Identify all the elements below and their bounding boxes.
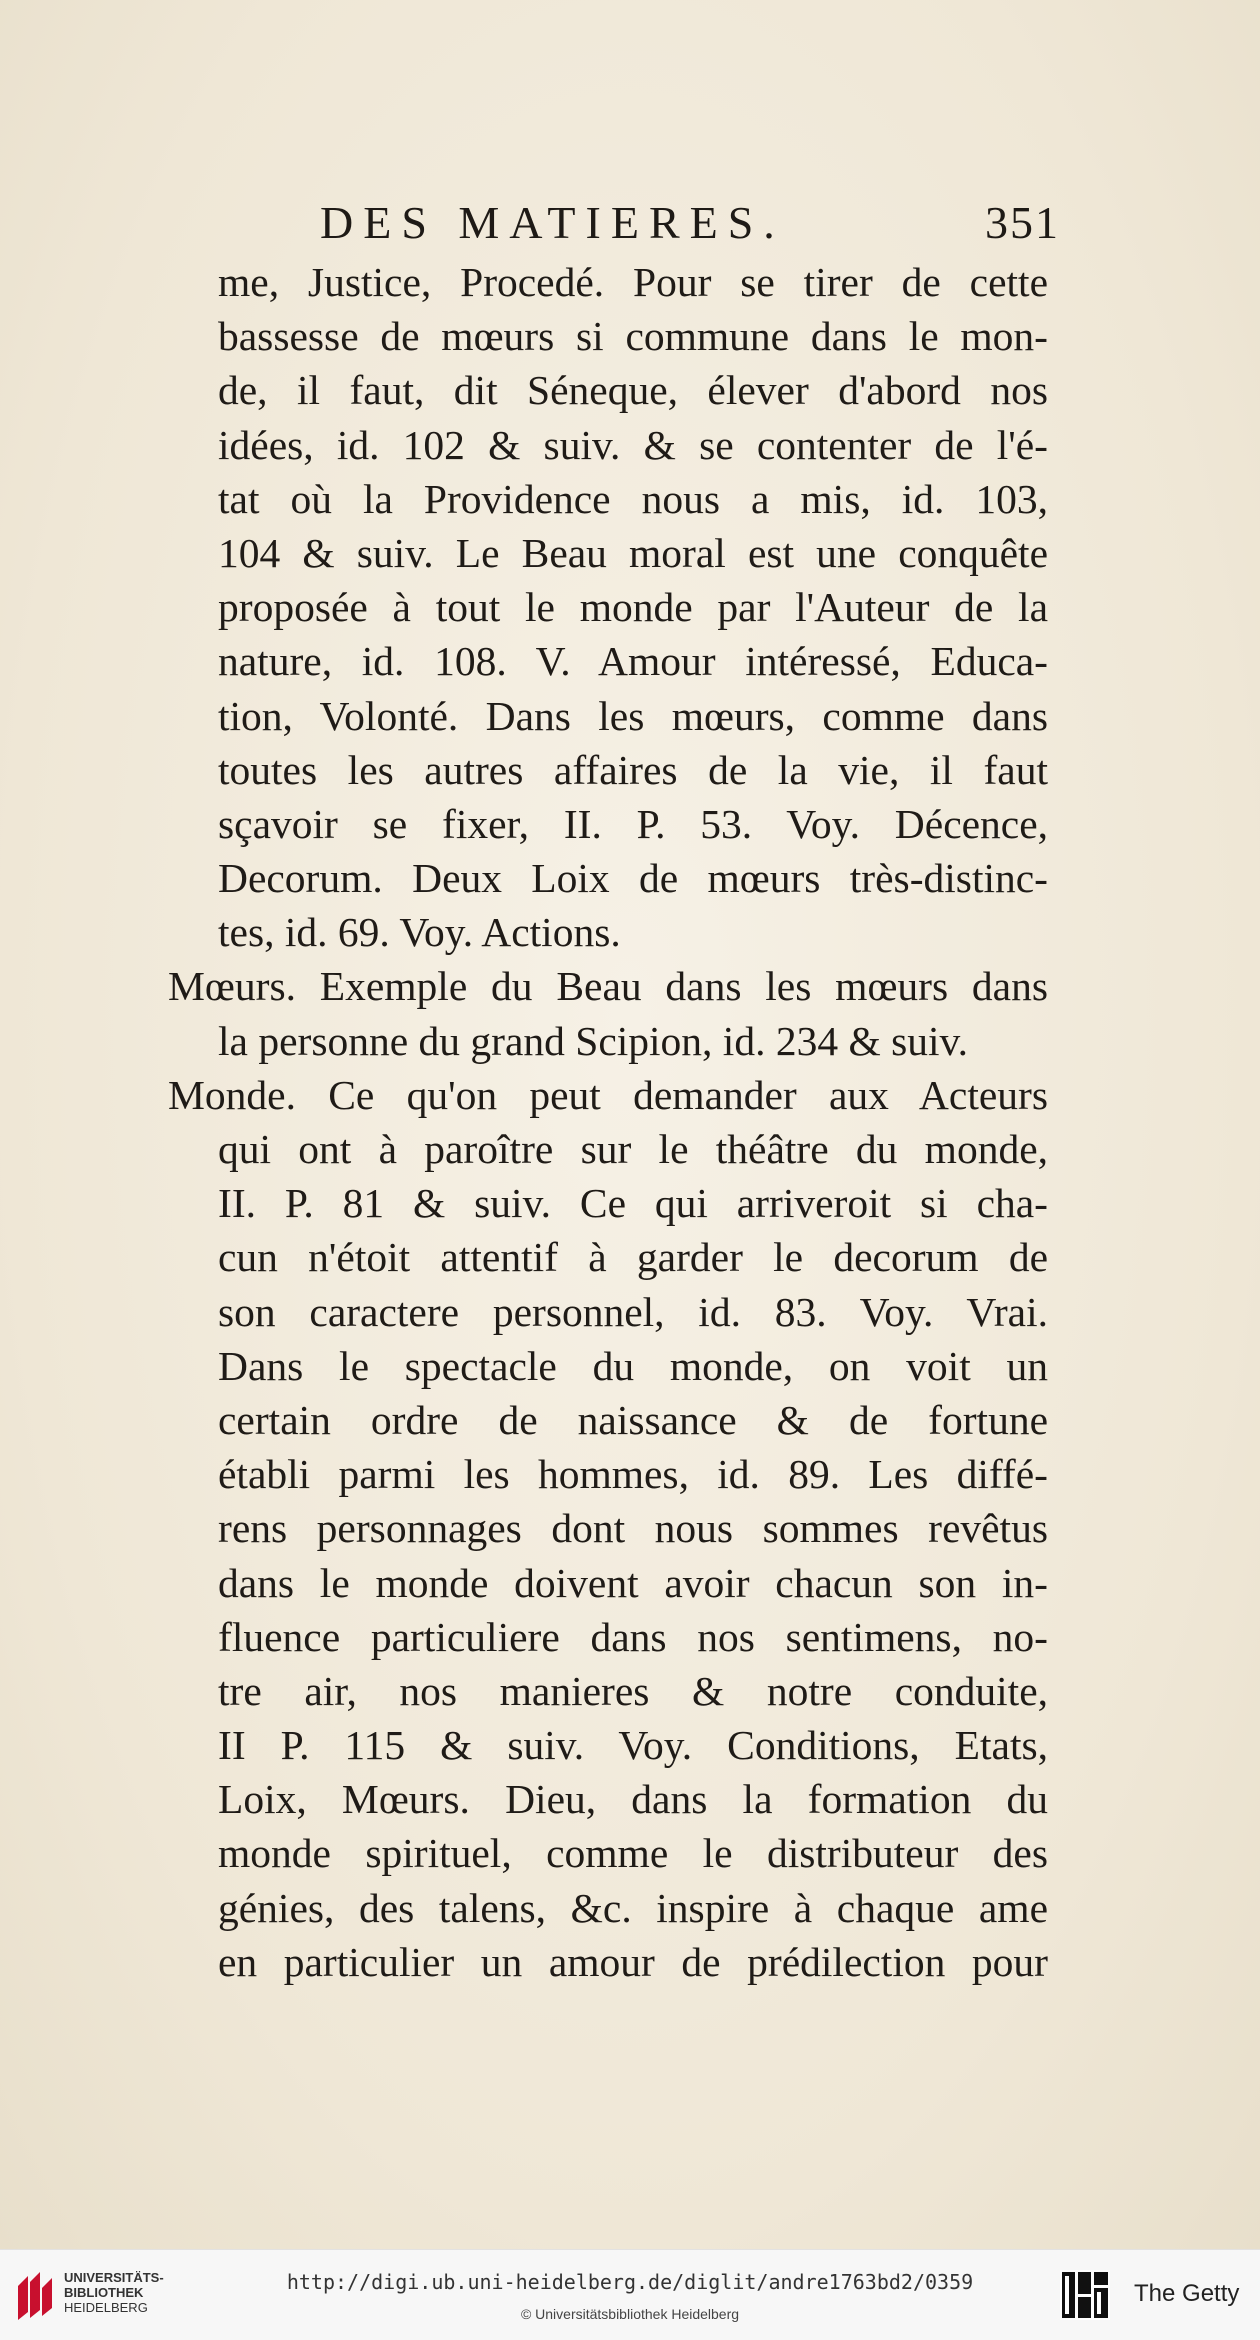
text-line: bassesse de mœurs si commune dans le mon-	[218, 313, 1048, 360]
text-line: tat où la Providence nous a mis, id. 103,	[218, 475, 1048, 522]
source-url-link[interactable]: http://digi.ub.uni-heidelberg.de/diglit/andre1763bd2/0359	[286, 2270, 974, 2294]
text-line: cun n'étoit attentif à garder le decorum de	[218, 1234, 1048, 1281]
text-line: Loix, Mœurs. Dieu, dans la formation du	[218, 1776, 1048, 1823]
text-line: qui ont à paroître sur le théâtre du monde,	[218, 1126, 1048, 1172]
index-entry-start: Monde. Ce qu'on peut demander aux Acteurs	[168, 1071, 1048, 1118]
page-number: 351	[985, 197, 1060, 248]
text-line: génies, des talens, &c. inspire à chaque ame	[218, 1884, 1048, 1931]
viewer-footer	[0, 2249, 1260, 2340]
text-line: fluence particuliere dans nos sentimens, no-	[218, 1613, 1048, 1660]
text-line: la personne du grand Scipion, id. 234 & suiv.	[218, 1017, 968, 1064]
text-line: de, il faut, dit Séneque, élever d'abord nos	[218, 367, 1048, 414]
text-line: rens personnages dont nous sommes revêtus	[218, 1505, 1048, 1552]
text-line: sçavoir se fixer, II. P. 53. Voy. Décence,	[218, 800, 1048, 847]
index-entry-start: Mœurs. Exemple du Beau dans les mœurs dans	[168, 963, 1048, 1010]
getty-logo-icon	[1058, 2268, 1112, 2322]
text-line: dans le monde doivent avoir chacun son in-	[218, 1559, 1048, 1606]
text-line: son caractere personnel, id. 83. Voy. Vrai.	[218, 1288, 1048, 1335]
text-line: 104 & suiv. Le Beau moral est une conquête	[218, 529, 1048, 576]
text-line: tre air, nos manieres & notre conduite,	[218, 1667, 1048, 1714]
text-line: II P. 115 & suiv. Voy. Conditions, Etats,	[218, 1722, 1048, 1769]
copyright-notice: © Universitätsbibliothek Heidelberg	[520, 2306, 740, 2322]
text-line: certain ordre de naissance & de fortune	[218, 1396, 1048, 1443]
running-title: DES MATIERES.	[320, 197, 785, 248]
text-line: proposée à tout le monde par l'Auteur de la	[218, 584, 1048, 631]
text-line: nature, id. 108. V. Amour intéressé, Educa-	[218, 638, 1048, 685]
text-line: monde spirituel, comme le distributeur des	[218, 1830, 1048, 1877]
text-line: toutes les autres affaires de la vie, il faut	[218, 746, 1048, 793]
text-line: Decorum. Deux Loix de mœurs très-distinc-	[218, 855, 1048, 902]
text-line: tion, Volonté. Dans les mœurs, comme dans	[218, 692, 1048, 739]
text-line: Dans le spectacle du monde, on voit un	[218, 1342, 1048, 1389]
text-line: II. P. 81 & suiv. Ce qui arriveroit si cha-	[218, 1180, 1048, 1227]
library-name: UNIVERSITÄTS- BIBLIOTHEK HEIDELBERG	[64, 2270, 164, 2315]
index-text	[168, 255, 1048, 1989]
text-line: me, Justice, Procedé. Pour se tirer de cette	[218, 259, 1048, 305]
text-line: en particulier un amour de prédilection pour	[218, 1938, 1048, 1985]
text-line: tes, id. 69. Voy. Actions.	[218, 909, 621, 956]
text-line: idées, id. 102 & suiv. & se contenter de l'é-	[218, 421, 1048, 468]
text-line: établi parmi les hommes, id. 89. Les diffé-	[218, 1451, 1048, 1498]
partner-name: The Getty	[1134, 2280, 1240, 2307]
